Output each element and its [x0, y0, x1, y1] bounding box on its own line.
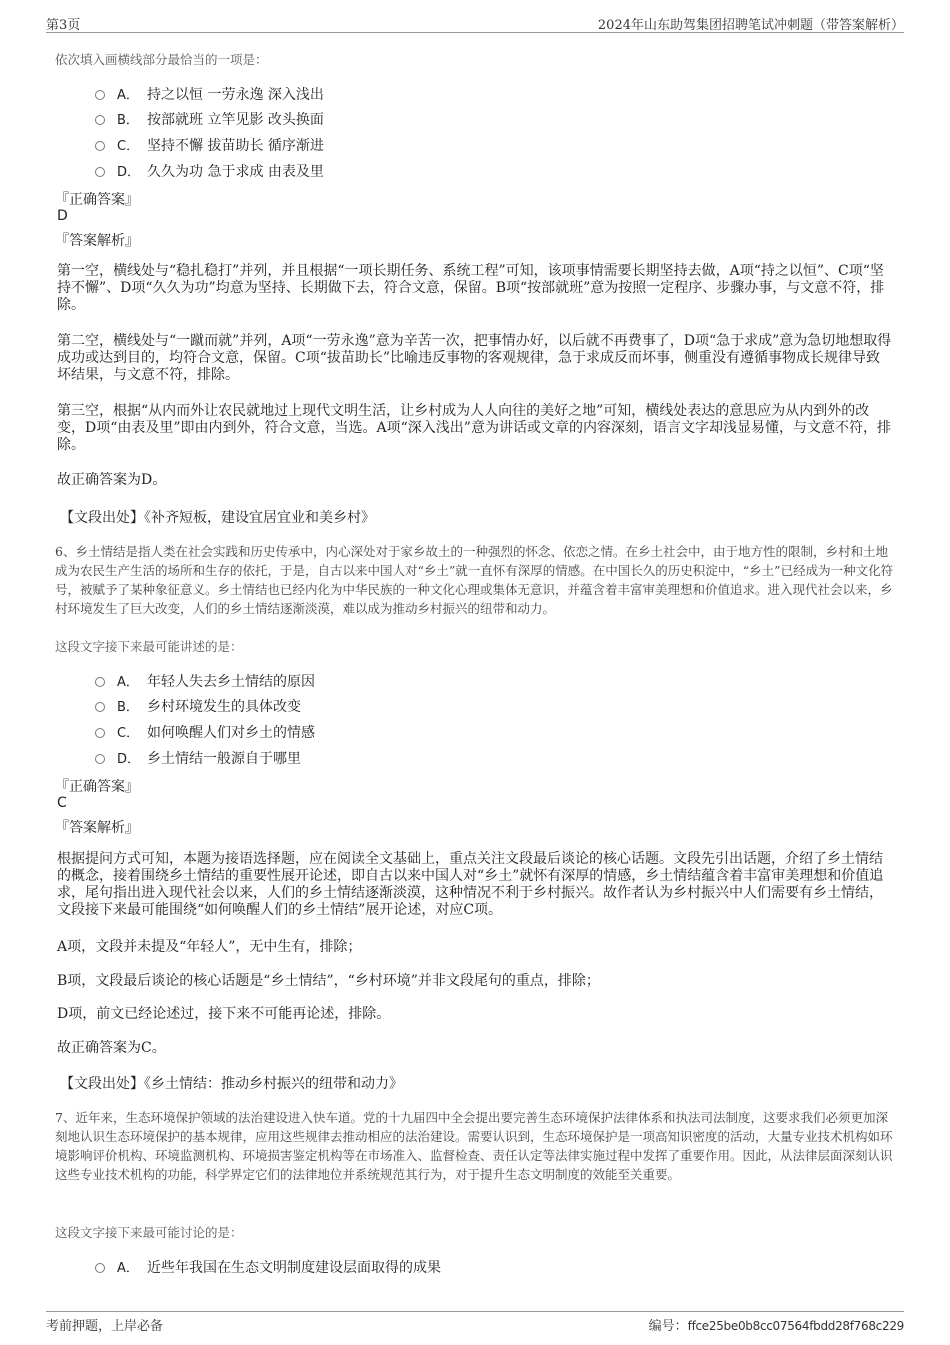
question-prompt: 这段文字接下来最可能讨论的是：	[55, 1225, 243, 1240]
analysis-label: 『答案解析』	[55, 233, 139, 249]
answer-value: C	[57, 795, 67, 811]
page-header	[46, 12, 904, 33]
option-b[interactable]: B． 按部就班 立竿见影 改头换面	[95, 109, 324, 129]
radio-icon[interactable]	[95, 702, 105, 712]
radio-icon[interactable]	[95, 677, 105, 687]
page-footer	[46, 1311, 904, 1334]
analysis-paragraph: D项，前文已经论述过，接下来不可能再论述，排除。	[57, 1006, 391, 1022]
question-stem: 6、乡土情结是指人类在社会实践和历史传承中，内心深处对于家乡故土的一种强烈的怀念、依恋之情。在乡土社会中，由于地方性的限制，乡村和土地成为农民生产生活的场所和生存的依托，于是，自古以来中国人对“乡土”就一直怀有深厚的情感。在中国长久的历史积淀中，“乡土”已经成为一种文化符号，被赋予了某种象征意义。乡土情结也已经内化为中华民族的一种文化心理或集体无意识，并蕴含着丰富审美理想和价值追求。进入现代社会以来，乡村环境发生了巨大改变，人们的乡土情结逐渐淡漠，难以成为推动乡村振兴的纽带和动力。	[55, 544, 894, 616]
radio-icon[interactable]	[95, 754, 105, 764]
option-a[interactable]: A． 近些年我国在生态文明制度建设层面取得的成果	[95, 1257, 441, 1277]
document-id	[649, 1315, 904, 1334]
conclusion: 故正确答案为D。	[57, 472, 167, 488]
page-number: 第3页	[46, 18, 81, 33]
question-prompt: 这段文字接下来最可能讲述的是：	[55, 639, 243, 654]
radio-icon[interactable]	[95, 141, 105, 151]
option-c[interactable]: C． 如何唤醒人们对乡土的情感	[95, 722, 315, 742]
answer-label: 『正确答案』	[55, 192, 139, 208]
analysis-paragraph: A项，文段并未提及“年轻人”，无中生有，排除；	[57, 939, 362, 955]
option-a[interactable]: A． 年轻人失去乡土情结的原因	[95, 671, 315, 691]
conclusion: 故正确答案为C。	[57, 1040, 166, 1056]
radio-icon[interactable]	[95, 115, 105, 125]
answer-label: 『正确答案』	[55, 779, 139, 795]
analysis-paragraph: 根据提问方式可知，本题为接语选择题，应在阅读全文基础上，重点关注文段最后谈论的核心话题。文段先引出话题，介绍了乡土情结的概念，接着围绕乡土情结的重要性展开论述，即自古以来中国人对“乡土”就怀有深厚的情感，乡土情结蕴含着丰富审美理想和价值追求，尾句指出进入现代社会以来，人们的乡土情结逐渐淡漠，这种情况不利于乡村振兴。故作者认为乡村振兴中人们需要有乡土情结，文段接下来最可能围绕“如何唤醒人们的乡土情结”展开论述，对应C项。	[57, 851, 884, 918]
analysis-label: 『答案解析』	[55, 820, 139, 836]
question-stem: 7、近年来，生态环境保护领域的法治建设进入快车道。党的十九届四中全会提出要完善生态环境保护法律体系和执法司法制度，这要求我们必须更加深刻地认识生态环境保护的基本规律，应用这些规律去推动相应的法治建设。需要认识到，生态环境保护是一项高知识密度的活动，大量专业技术机构如环境影响评价机构、环境监测机构、环境损害鉴定机构等在市场准入、监督检查、责任认定等法律实施过程中发挥了重要作用。因此，从法律层面深刻认识这些专业技术机构的功能，科学界定它们的法律地位并系统规范其行为，对于提升生态文明制度的效能至关重要。	[55, 1110, 893, 1182]
answer-value: D	[57, 208, 68, 224]
footer-slogan: 考前押题，上岸必备	[46, 1319, 164, 1334]
analysis-paragraph: 第一空，横线处与“稳扎稳打”并列，并且根据“一项长期任务、系统工程”可知，该项事情需要长期坚持去做，A项“持之以恒”、C项“坚持不懈”、D项“久久为功”均意为坚持、长期做下去，符合文意，保留。B项“按部就班”意为按照一定程序、步骤办事，与文意不符，排除。	[57, 263, 885, 313]
option-d[interactable]: D． 久久为功 急于求成 由表及里	[95, 161, 324, 181]
question-prompt: 依次填入画横线部分最恰当的一项是：	[55, 52, 268, 67]
option-b[interactable]: B． 乡村环境发生的具体改变	[95, 696, 301, 716]
radio-icon[interactable]	[95, 1263, 105, 1273]
document-id-value: ffce25be0b8cc07564fbdd28f768c229	[687, 1319, 904, 1333]
option-a[interactable]: A． 持之以恒 一劳永逸 深入浅出	[95, 84, 324, 104]
analysis-paragraph: B项，文段最后谈论的核心话题是“乡土情结”，“乡村环境”并非文段尾句的重点，排除；	[57, 973, 600, 989]
radio-icon[interactable]	[95, 167, 105, 177]
document-title: 2024年山东助驾集团招聘笔试冲刺题（带答案解析）	[597, 18, 904, 33]
radio-icon[interactable]	[95, 90, 105, 100]
radio-icon[interactable]	[95, 728, 105, 738]
document-id-label: 编号：	[648, 1319, 688, 1334]
source-citation: 【文段出处】《乡土情结：推动乡村振兴的纽带和动力》	[60, 1076, 403, 1092]
analysis-paragraph: 第二空，横线处与“一蹴而就”并列，A项“一劳永逸”意为辛苦一次，把事情办好，以后就不再费事了，D项“急于求成”意为急切地想取得成功或达到目的，均符合文意，保留。C项“拔苗助长”比喻违反事物的客观规律，急于求成反而坏事，侧重没有遵循事物成长规律导致坏结果，与文意不符，排除。	[57, 333, 892, 383]
option-c[interactable]: C． 坚持不懈 拔苗助长 循序渐进	[95, 135, 324, 155]
analysis-paragraph: 第三空，根据“从内而外让农民就地过上现代文明生活，让乡村成为人人向往的美好之地”可知，横线处表达的意思应为从内到外的改变，D项“由表及里”即由内到外，符合文意，当选。A项“深入浅出”意为讲话或文章的内容深刻，语言文字却浅显易懂，与文意不符，排除。	[57, 403, 891, 453]
source-citation: 【文段出处】《补齐短板，建设宜居宜业和美乡村》	[60, 510, 375, 526]
option-d[interactable]: D． 乡土情结一般源自于哪里	[95, 748, 301, 768]
